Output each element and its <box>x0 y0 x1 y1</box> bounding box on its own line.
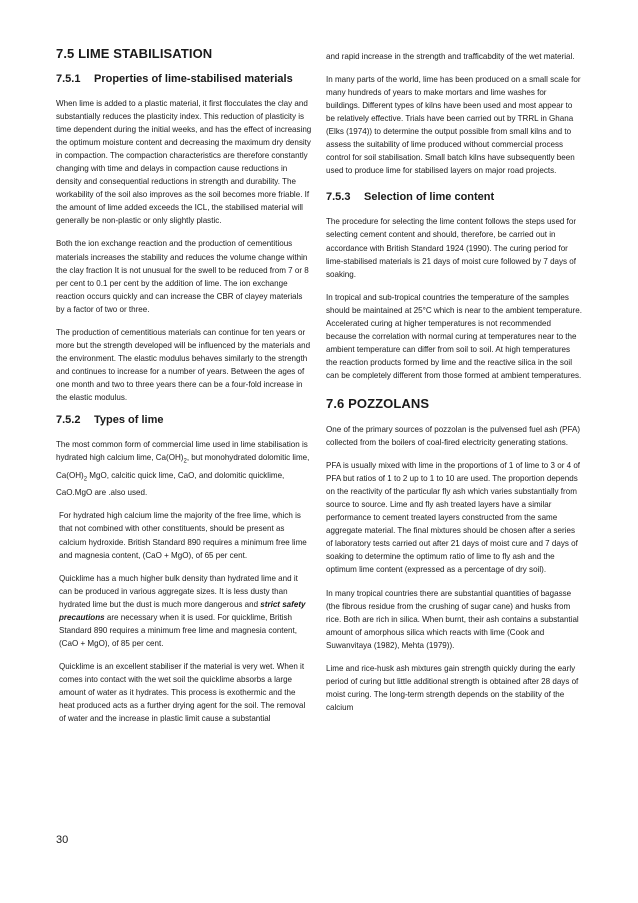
paragraph: In tropical and sub-tropical countries the temperature of the samples should be maintained at 25°C which is near to the ambient temperature. Accelerated curing at higher temperatures is not recommended because the correlation with normal curing at temperatures near to the ambient temperature can differ from soil to soil. At high temperatures the reaction products formed by lime and the reactive silica in the soil can be completely different from those formed at ambient temperatures. <box>326 292 582 380</box>
text-run: MgO, calcitic quick lime, CaO, and dolomitic quicklime, CaO.MgO are .also used. <box>56 470 285 498</box>
paragraph: and rapid increase in the strength and trafficabdity of the wet material. <box>326 52 575 61</box>
right-column <box>326 50 582 724</box>
paragraph: Lime and rice-husk ash mixtures gain strength quickly during the early period of curing but little additional strength is obtained after 28 days of moist curing. The long-term strength depends on the stability of the calcium <box>326 663 579 712</box>
subsection-heading-selection-of-lime-content <box>326 191 582 203</box>
paragraph: The procedure for selecting the lime content follows the steps used for selecting cement content and should, therefore, be carried out in accordance with British Standard 1924 (1990). The curing period for lime-stabilised materials is 21 days of moist cure followed by 7 days of soaking. <box>326 217 577 279</box>
subsection-number: 7.5.3 <box>326 191 351 204</box>
paragraph <box>59 572 312 650</box>
paragraph: In many parts of the world, lime has been produced on a small scale for many hundreds of years to make mortars and lime washes for buildings. Different types of kilns have been used and most appear to be relatively effective. Trials have been carried out by TRRL in Ghana (Elks (1974)) to determine the output possible from small kilns and to assess the suitability of lime produced without commercial process control for soil stabilisation. Small batch kilns have subsequently been used to produce lime for stabilised layers on major road projects. <box>326 75 581 176</box>
paragraph: When lime is added to a plastic material, it first flocculates the clay and substantially reduces the plasticity index. This reduction of plasticity is time dependent during the initial weeks, and has the effect of increasing the optimum moisture content and decreasing the maximum dry density in compaction. The compaction characteristics are therefore constantly changing with time and delays in compaction cause reductions in density and consequential reductions in strength and durability. The workability of the soil also improves as the soil becomes more friable. If the amount of lime added exceeds the ICL, the stabilised material will generally be non-plastic or only slightly plastic. <box>56 99 312 226</box>
subsection-number: 7.5.1 <box>56 73 81 85</box>
subscript: 2 <box>183 458 187 465</box>
subsection-title: Selection of lime content <box>364 191 495 204</box>
section-heading-pozzolans: 7.6 POZZOLANS <box>326 395 430 411</box>
paragraph <box>56 438 312 499</box>
emphasis-text: strict safety precautions <box>59 599 306 622</box>
text-run: , but monohydrated dolomitic lime, Ca(OH) <box>56 453 310 480</box>
left-column <box>56 46 312 735</box>
subsection-heading-types-of-lime <box>56 414 312 426</box>
paragraph: One of the primary sources of pozzolan is the pulvensed fuel ash (PFA) collected from the boilers of coal-fired electricity generating stations. <box>326 424 581 448</box>
subsection-number: 7.5.2 <box>56 414 81 427</box>
paragraph: Both the ion exchange reaction and the production of cementitious materials increases the stability and reduces the volume change within the clay fraction It is not unusual for the swell to be reduced from 7 or 8 per cent to 0.1 per cent by the addition of lime. The ion exchange reaction occurs quickly and can increase the CBR of clayey materials by a factor of two or three. <box>56 239 309 314</box>
paragraph: Quicklime is an excellent stabiliser if the material is very wet. When it comes into contact with the wet soil the quicklime absorbs a large amount of water as it hydrates. This process is exothermic and the heat produced acts as a further drying agent for the soil. The removal of water and the increase in plastic limit cause a substantial <box>59 661 306 724</box>
subsection-title: Properties of lime-stabilised materials <box>94 73 293 85</box>
subscript: 2 <box>83 476 88 483</box>
paragraph: The production of cementitious materials can continue for ten years or more but the strength developed will be influenced by the materials and the environment. The elastic modulus behaves similarly to the strength and continues to increase for a number of years. Between the ages of one month and two to three years there can be a four-fold increase in the elastic modulus. <box>56 327 311 402</box>
text-run: are necessary when it is used. For quicklime, British Standard 890 requires a minimum free lime and magnesia content, (CaO + MgO), of 85 per cent. <box>59 612 297 648</box>
paragraph: PFA is usually mixed with lime in the proportions of 1 of lime to 3 or 4 of PFA but ratios of 1 to 2 up to 1 to 10 are used. The proportion depends on the reactivity of the particular fly ash which varies substantially from source to source. Lime and fly ash treated layers have a similar performance to cement treated layers constructed from the same aggregate material. The final mixtures should be chosen after a series of laboratory tests carried out after 21 days of moist cure and 7 days of soaking to determine the optimum ratio of lime to fly ash and the optimum lime content (expressed as a percentage of dry soil). <box>326 461 581 575</box>
paragraph: In many tropical countries there are substantial quantities of bagasse (the fibrous residue from the crushing of sugar cane) and husks from rice. Both are rich in silica. When burnt, their ash contains a substantial amount of amorphous silica which reacts with lime (Cook and Suwanvitaya (1982), Mehta (1979)). <box>326 588 579 650</box>
text-run: The most common form of commercial lime used in lime stabilisation is hydrated high calcium lime, Ca(OH) <box>56 440 308 463</box>
subsection-title: Types of lime <box>94 414 164 427</box>
subsection-heading-properties <box>56 73 312 85</box>
text-run: Quicklime has a much higher bulk density than hydrated lime and it can be produced in various aggregate sizes. It is less dusty than hydrated lime but the dust is much more dangerous and <box>59 573 298 609</box>
paragraph: For hydrated high calcium lime the majority of the free lime, which is that not combined with other constituents, should be present as calcium hydroxide. British Standard 890 requires a minimum free lime and magnesia content, (CaO + MgO), of 65 per cent. <box>59 511 307 560</box>
section-heading-lime-stabilisation: 7.5 LIME STABILISATION <box>56 46 213 61</box>
page-number: 30 <box>56 834 69 846</box>
